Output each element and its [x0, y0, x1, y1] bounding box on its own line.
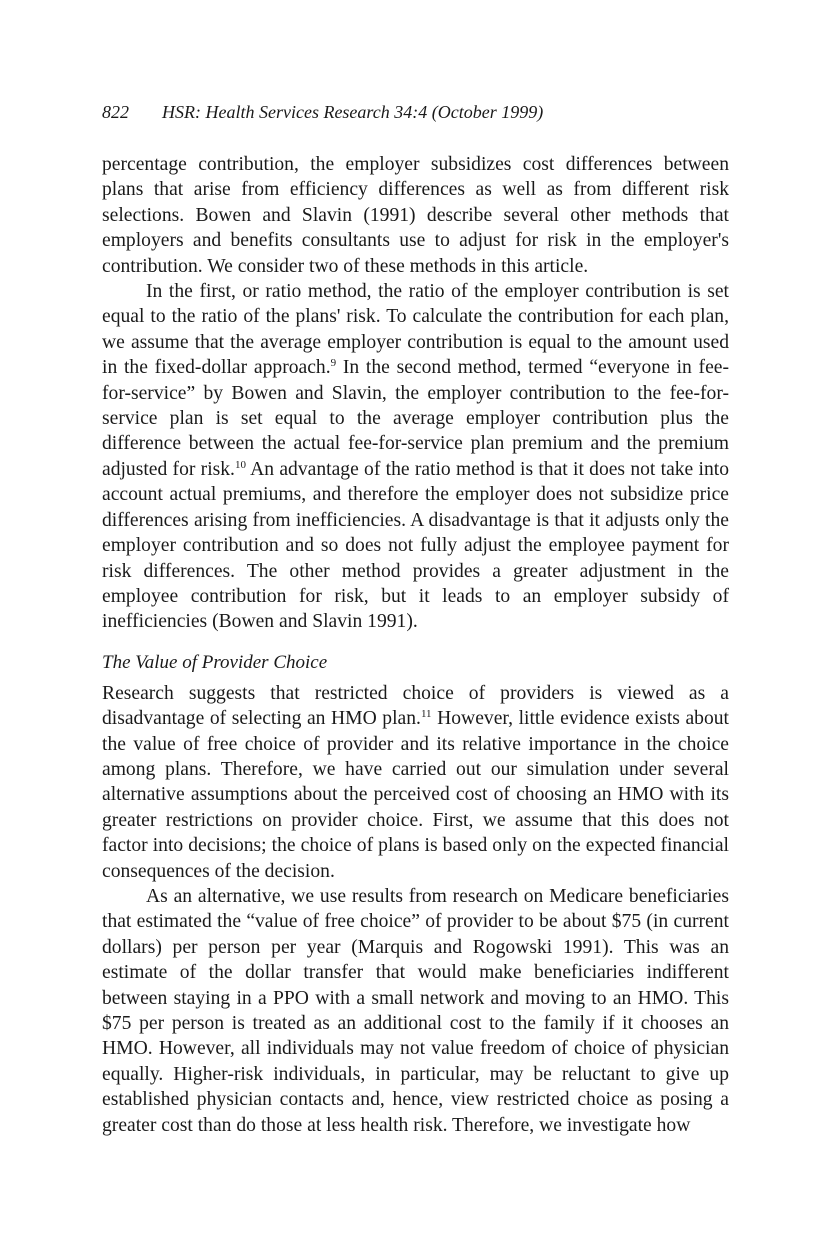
journal-page: [102, 100, 729, 1138]
footnote-ref-10[interactable]: 10: [234, 458, 246, 471]
paragraph-2-part-b: In the second method, termed “everyone in fee-for-service” by Bowen and Slavin, the employer contribution to the fee-for-service plan is set equal to the average employer contribution plus the difference between the actual fee-for-service plan premium and the premium adjusted for risk.: [102, 357, 730, 480]
section-heading: The Value of Provider Choice: [102, 651, 328, 673]
paragraph-3-part-a: Research suggests that restricted choice of providers is viewed as a disadvantage of selecting an HMO plan.: [102, 682, 729, 730]
journal-citation: HSR: Health Services Research 34:4 (October 1999): [162, 102, 544, 122]
running-header: [102, 100, 729, 124]
paragraph-2-part-c: An advantage of the ratio method is that it does not take into account actual premiums, and therefore the employer does not subsidize price differences arising from inefficiencies. A disadvantage is that it adjusts only the employer contribution and so does not fully adjust the employee payment for risk differences. The other method provides a greater adjustment in the employee contribution for risk, but it leads to an employer subsidy of inefficiencies (Bowen and Slavin 1991).: [102, 458, 730, 633]
paragraph-2-part-a: In the first, or ratio method, the ratio of the employer contribution is set equal to the ratio of the plans' risk. To calculate the contribution for each plan, we assume that the average employer contribution is equal to the amount used in the fixed-dollar approach.: [102, 281, 729, 379]
page-number: 822: [102, 102, 129, 122]
footnote-ref-11[interactable]: 11: [420, 708, 432, 721]
paragraph-3-part-b: However, little evidence exists about the value of free choice of provider and its relative importance in the choice among plans. Therefore, we have carried out our simulation under several alternative assumptions about the perceived cost of choosing an HMO with its greater restrictions on provider choice. First, we assume that this does not factor into decisions; the choice of plans is based only on the expected financial consequences of the decision.: [102, 708, 729, 882]
footnote-ref-9[interactable]: 9: [330, 357, 337, 370]
paragraph-4: As an alternative, we use results from research on Medicare beneficiaries that estimated the “value of free choice” of provider to be about $75 (in current dollars) per person per year (Marquis and Rogowski 1991). This was an estimate of the dollar transfer that would make beneficiaries indifferent between staying in a PPO with a small network and moving to an HMO. This $75 per person is treated as an additional cost to the family if it chooses an HMO. However, all individuals may not value freedom of choice of physician equally. Higher-risk individuals, in particular, may be reluctant to give up established physician contacts and, hence, view restricted choice as posing a greater cost than do those at less health risk. Therefore, we investigate how: [102, 885, 729, 1136]
paragraph-3: [102, 681, 729, 884]
paragraph-2: [102, 279, 729, 635]
paragraph-1: percentage contribution, the employer subsidizes cost differences between plans that arise from efficiency differences as well as from different risk selections. Bowen and Slavin (1991) describe several other methods that employers and benefits consultants use to adjust for risk in the employer's contribution. We consider two of these methods in this article.: [102, 154, 729, 277]
